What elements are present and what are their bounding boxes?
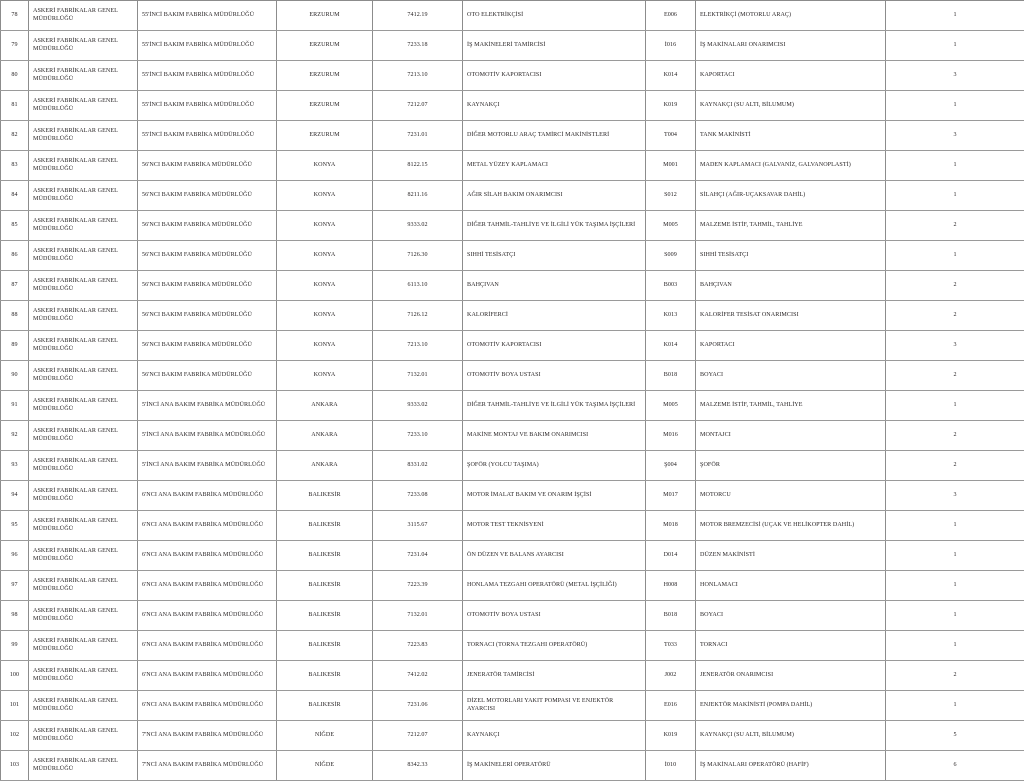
cell-code1: 7126.30 [373, 241, 463, 271]
cell-title: KAYNAKÇI (SU ALTI, BİLUMUM) [696, 91, 886, 121]
cell-code2: J002 [646, 661, 696, 691]
table-row [1, 301, 1024, 331]
cell-institution: ASKERİ FABRİKALAR GENEL MÜDÜRLÜĞÜ [29, 331, 138, 361]
cell-occupation: İŞ MAKİNELERİ OPERATÖRÜ [463, 751, 646, 781]
table-row [1, 181, 1024, 211]
cell-city: KONYA [277, 301, 373, 331]
cell-no: 83 [1, 151, 29, 181]
table-row [1, 751, 1024, 781]
cell-no: 82 [1, 121, 29, 151]
cell-code2: K019 [646, 91, 696, 121]
cell-code2: M005 [646, 211, 696, 241]
cell-no: 79 [1, 31, 29, 61]
cell-code2: E016 [646, 691, 696, 721]
cell-occupation: MAKİNE MONTAJ VE BAKIM ONARIMCISI [463, 421, 646, 451]
cell-city: BALIKESİR [277, 571, 373, 601]
cell-code2: K019 [646, 721, 696, 751]
cell-city: BALIKESİR [277, 511, 373, 541]
cell-count: 2 [886, 361, 1024, 391]
cell-no: 96 [1, 541, 29, 571]
cell-title: KAYNAKÇI (SU ALTI, BİLUMUM) [696, 721, 886, 751]
cell-code2: T004 [646, 121, 696, 151]
cell-title: BOYACI [696, 601, 886, 631]
cell-code1: 7412.02 [373, 661, 463, 691]
cell-count: 1 [886, 601, 1024, 631]
cell-count: 2 [886, 211, 1024, 241]
cell-code2: İ010 [646, 751, 696, 781]
cell-unit: 55'İNCİ BAKIM FABRİKA MÜDÜRLÜĞÜ [138, 91, 277, 121]
cell-city: KONYA [277, 151, 373, 181]
cell-count: 1 [886, 91, 1024, 121]
cell-title: ENJEKTÖR MAKİNİSTİ (POMPA DAHİL) [696, 691, 886, 721]
cell-institution: ASKERİ FABRİKALAR GENEL MÜDÜRLÜĞÜ [29, 91, 138, 121]
cell-city: KONYA [277, 211, 373, 241]
table-row [1, 691, 1024, 721]
cell-city: BALIKESİR [277, 661, 373, 691]
cell-institution: ASKERİ FABRİKALAR GENEL MÜDÜRLÜĞÜ [29, 391, 138, 421]
cell-count: 1 [886, 241, 1024, 271]
cell-no: 88 [1, 301, 29, 331]
cell-count: 1 [886, 391, 1024, 421]
cell-no: 98 [1, 601, 29, 631]
cell-unit: 56'NCI BAKIM FABRİKA MÜDÜRLÜĞÜ [138, 181, 277, 211]
cell-code1: 7231.01 [373, 121, 463, 151]
table-row [1, 721, 1024, 751]
table-row [1, 571, 1024, 601]
cell-no: 101 [1, 691, 29, 721]
cell-occupation: TORNACI (TORNA TEZGAHI OPERATÖRÜ) [463, 631, 646, 661]
cell-occupation: KAYNAKÇI [463, 721, 646, 751]
cell-no: 102 [1, 721, 29, 751]
cell-code2: M017 [646, 481, 696, 511]
cell-unit: 6'NCI ANA BAKIM FABRİKA MÜDÜRLÜĞÜ [138, 601, 277, 631]
cell-count: 1 [886, 31, 1024, 61]
cell-code1: 8331.02 [373, 451, 463, 481]
cell-occupation: OTOMOTİV BOYA USTASI [463, 601, 646, 631]
cell-title: BAHÇIVAN [696, 271, 886, 301]
cell-occupation: DİĞER TAHMİL-TAHLİYE VE İLGİLİ YÜK TAŞIMA İŞÇİLERİ [463, 211, 646, 241]
cell-count: 2 [886, 421, 1024, 451]
cell-code1: 7213.10 [373, 61, 463, 91]
cell-count: 5 [886, 721, 1024, 751]
cell-title: ELEKTRİKÇİ (MOTORLU ARAÇ) [696, 1, 886, 31]
cell-no: 92 [1, 421, 29, 451]
cell-unit: 6'NCI ANA BAKIM FABRİKA MÜDÜRLÜĞÜ [138, 571, 277, 601]
cell-count: 1 [886, 151, 1024, 181]
cell-city: KONYA [277, 271, 373, 301]
cell-unit: 5'İNCİ ANA BAKIM FABRİKA MÜDÜRLÜĞÜ [138, 391, 277, 421]
cell-title: ŞOFÖR [696, 451, 886, 481]
cell-unit: 7'NCİ ANA BAKIM FABRİKA MÜDÜRLÜĞÜ [138, 721, 277, 751]
cell-count: 6 [886, 751, 1024, 781]
cell-unit: 55'İNCİ BAKIM FABRİKA MÜDÜRLÜĞÜ [138, 31, 277, 61]
cell-city: NİĞDE [277, 721, 373, 751]
cell-institution: ASKERİ FABRİKALAR GENEL MÜDÜRLÜĞÜ [29, 421, 138, 451]
cell-title: JENERATÖR ONARIMCISI [696, 661, 886, 691]
cell-institution: ASKERİ FABRİKALAR GENEL MÜDÜRLÜĞÜ [29, 511, 138, 541]
cell-title: TORNACI [696, 631, 886, 661]
cell-code2: B018 [646, 601, 696, 631]
cell-occupation: HONLAMA TEZGAHI OPERATÖRÜ (METAL İŞÇİLİĞİ) [463, 571, 646, 601]
cell-unit: 55'İNCİ BAKIM FABRİKA MÜDÜRLÜĞÜ [138, 121, 277, 151]
cell-code1: 7132.01 [373, 601, 463, 631]
cell-count: 2 [886, 661, 1024, 691]
cell-unit: 5'İNCİ ANA BAKIM FABRİKA MÜDÜRLÜĞÜ [138, 451, 277, 481]
cell-institution: ASKERİ FABRİKALAR GENEL MÜDÜRLÜĞÜ [29, 61, 138, 91]
cell-no: 99 [1, 631, 29, 661]
cell-city: ERZURUM [277, 1, 373, 31]
cell-code1: 7233.08 [373, 481, 463, 511]
cell-code2: M005 [646, 391, 696, 421]
cell-code2: İ016 [646, 31, 696, 61]
cell-code2: S012 [646, 181, 696, 211]
cell-code2: B003 [646, 271, 696, 301]
cell-unit: 56'NCI BAKIM FABRİKA MÜDÜRLÜĞÜ [138, 271, 277, 301]
cell-city: BALIKESİR [277, 631, 373, 661]
cell-institution: ASKERİ FABRİKALAR GENEL MÜDÜRLÜĞÜ [29, 121, 138, 151]
cell-count: 2 [886, 271, 1024, 301]
cell-code1: 7212.07 [373, 91, 463, 121]
cell-unit: 56'NCI BAKIM FABRİKA MÜDÜRLÜĞÜ [138, 301, 277, 331]
cell-occupation: OTOMOTİV KAPORTACISI [463, 331, 646, 361]
cell-institution: ASKERİ FABRİKALAR GENEL MÜDÜRLÜĞÜ [29, 451, 138, 481]
cell-city: ANKARA [277, 391, 373, 421]
cell-no: 97 [1, 571, 29, 601]
cell-title: KAPORTACI [696, 61, 886, 91]
table-row [1, 1, 1024, 31]
table-row [1, 421, 1024, 451]
cell-title: KALORİFER TESİSAT ONARIMCISI [696, 301, 886, 331]
cell-city: BALIKESİR [277, 541, 373, 571]
cell-no: 86 [1, 241, 29, 271]
table-row [1, 151, 1024, 181]
cell-code2: M018 [646, 511, 696, 541]
cell-occupation: OTOMOTİV KAPORTACISI [463, 61, 646, 91]
cell-institution: ASKERİ FABRİKALAR GENEL MÜDÜRLÜĞÜ [29, 31, 138, 61]
cell-unit: 6'NCI ANA BAKIM FABRİKA MÜDÜRLÜĞÜ [138, 691, 277, 721]
cell-institution: ASKERİ FABRİKALAR GENEL MÜDÜRLÜĞÜ [29, 1, 138, 31]
cell-institution: ASKERİ FABRİKALAR GENEL MÜDÜRLÜĞÜ [29, 481, 138, 511]
cell-count: 1 [886, 631, 1024, 661]
cell-code1: 8211.16 [373, 181, 463, 211]
cell-institution: ASKERİ FABRİKALAR GENEL MÜDÜRLÜĞÜ [29, 271, 138, 301]
cell-institution: ASKERİ FABRİKALAR GENEL MÜDÜRLÜĞÜ [29, 211, 138, 241]
table-row [1, 331, 1024, 361]
cell-no: 94 [1, 481, 29, 511]
cell-occupation: AĞIR SİLAH BAKIM ONARIMCISI [463, 181, 646, 211]
cell-code2: D014 [646, 541, 696, 571]
cell-count: 3 [886, 331, 1024, 361]
cell-occupation: DİZEL MOTORLARI YAKIT POMPASI VE ENJEKTÖR AYARCISI [463, 691, 646, 721]
cell-unit: 6'NCI ANA BAKIM FABRİKA MÜDÜRLÜĞÜ [138, 481, 277, 511]
cell-occupation: OTO ELEKTRİKÇİSİ [463, 1, 646, 31]
table-row [1, 241, 1024, 271]
cell-code1: 7412.19 [373, 1, 463, 31]
cell-unit: 6'NCI ANA BAKIM FABRİKA MÜDÜRLÜĞÜ [138, 511, 277, 541]
cell-institution: ASKERİ FABRİKALAR GENEL MÜDÜRLÜĞÜ [29, 301, 138, 331]
cell-count: 1 [886, 571, 1024, 601]
cell-no: 87 [1, 271, 29, 301]
cell-unit: 5'İNCİ ANA BAKIM FABRİKA MÜDÜRLÜĞÜ [138, 421, 277, 451]
cell-occupation: MOTOR İMALAT BAKIM VE ONARIM İŞÇİSİ [463, 481, 646, 511]
cell-count: 3 [886, 121, 1024, 151]
table-row [1, 91, 1024, 121]
cell-institution: ASKERİ FABRİKALAR GENEL MÜDÜRLÜĞÜ [29, 661, 138, 691]
cell-no: 84 [1, 181, 29, 211]
cell-unit: 56'NCI BAKIM FABRİKA MÜDÜRLÜĞÜ [138, 241, 277, 271]
cell-institution: ASKERİ FABRİKALAR GENEL MÜDÜRLÜĞÜ [29, 751, 138, 781]
cell-occupation: BAHÇIVAN [463, 271, 646, 301]
cell-no: 78 [1, 1, 29, 31]
cell-occupation: DİĞER MOTORLU ARAÇ TAMİRCİ MAKİNİSTLERİ [463, 121, 646, 151]
cell-title: MALZEME İSTİF, TAHMİL, TAHLİYE [696, 391, 886, 421]
cell-code2: K013 [646, 301, 696, 331]
cell-code2: K014 [646, 331, 696, 361]
cell-title: MONTAJCI [696, 421, 886, 451]
cell-title: TANK MAKİNİSTİ [696, 121, 886, 151]
cell-code1: 7126.12 [373, 301, 463, 331]
cell-code1: 7132.01 [373, 361, 463, 391]
cell-occupation: OTOMOTİV BOYA USTASI [463, 361, 646, 391]
cell-no: 90 [1, 361, 29, 391]
cell-code1: 7233.18 [373, 31, 463, 61]
cell-city: ERZURUM [277, 91, 373, 121]
cell-count: 1 [886, 541, 1024, 571]
cell-count: 2 [886, 451, 1024, 481]
cell-code2: M001 [646, 151, 696, 181]
table-row [1, 61, 1024, 91]
cell-occupation: SIHHİ TESİSATÇI [463, 241, 646, 271]
cell-code1: 9333.02 [373, 211, 463, 241]
cell-title: İŞ MAKİNALARI OPERATÖRÜ (HAFİF) [696, 751, 886, 781]
cell-city: ERZURUM [277, 31, 373, 61]
cell-title: SİLAHÇI (AĞIR-UÇAKSAVAR DAHİL) [696, 181, 886, 211]
cell-code1: 6113.10 [373, 271, 463, 301]
cell-code2: H008 [646, 571, 696, 601]
cell-count: 1 [886, 511, 1024, 541]
cell-city: ERZURUM [277, 121, 373, 151]
cell-institution: ASKERİ FABRİKALAR GENEL MÜDÜRLÜĞÜ [29, 631, 138, 661]
cell-unit: 56'NCI BAKIM FABRİKA MÜDÜRLÜĞÜ [138, 151, 277, 181]
cell-title: BOYACI [696, 361, 886, 391]
cell-count: 1 [886, 1, 1024, 31]
cell-city: NİĞDE [277, 751, 373, 781]
cell-unit: 55'İNCİ BAKIM FABRİKA MÜDÜRLÜĞÜ [138, 61, 277, 91]
cell-occupation: İŞ MAKİNELERİ TAMİRCİSİ [463, 31, 646, 61]
cell-code1: 9333.02 [373, 391, 463, 421]
cell-code1: 7223.39 [373, 571, 463, 601]
table-row [1, 451, 1024, 481]
cell-institution: ASKERİ FABRİKALAR GENEL MÜDÜRLÜĞÜ [29, 721, 138, 751]
cell-no: 95 [1, 511, 29, 541]
cell-no: 81 [1, 91, 29, 121]
cell-occupation: DİĞER TAHMİL-TAHLİYE VE İLGİLİ YÜK TAŞIMA İŞÇİLERİ [463, 391, 646, 421]
cell-count: 1 [886, 691, 1024, 721]
cell-count: 3 [886, 481, 1024, 511]
cell-code2: M016 [646, 421, 696, 451]
cell-city: ANKARA [277, 421, 373, 451]
cell-city: BALIKESİR [277, 601, 373, 631]
cell-unit: 56'NCI BAKIM FABRİKA MÜDÜRLÜĞÜ [138, 331, 277, 361]
table-row [1, 601, 1024, 631]
cell-occupation: MOTOR TEST TEKNİSYENİ [463, 511, 646, 541]
cell-title: HONLAMACI [696, 571, 886, 601]
table-row [1, 391, 1024, 421]
cell-no: 80 [1, 61, 29, 91]
table-row [1, 631, 1024, 661]
cell-occupation: ÖN DÜZEN VE BALANS AYARCISI [463, 541, 646, 571]
cell-city: BALIKESİR [277, 481, 373, 511]
table-row [1, 361, 1024, 391]
cell-code2: S009 [646, 241, 696, 271]
cell-no: 100 [1, 661, 29, 691]
cell-title: İŞ MAKİNALARI ONARIMCISI [696, 31, 886, 61]
cell-institution: ASKERİ FABRİKALAR GENEL MÜDÜRLÜĞÜ [29, 151, 138, 181]
cell-city: KONYA [277, 241, 373, 271]
cell-unit: 6'NCI ANA BAKIM FABRİKA MÜDÜRLÜĞÜ [138, 631, 277, 661]
cell-title: MADEN KAPLAMACI (GALVANİZ, GALVANOPLASTİ) [696, 151, 886, 181]
cell-code1: 3115.67 [373, 511, 463, 541]
table-row [1, 541, 1024, 571]
cell-title: MOTOR BREMZECİSİ (UÇAK VE HELİKOPTER DAHİL) [696, 511, 886, 541]
cell-institution: ASKERİ FABRİKALAR GENEL MÜDÜRLÜĞÜ [29, 571, 138, 601]
table-row [1, 271, 1024, 301]
table-body [1, 1, 1024, 781]
cell-count: 3 [886, 61, 1024, 91]
table-row [1, 511, 1024, 541]
cell-city: BALIKESİR [277, 691, 373, 721]
cell-count: 2 [886, 301, 1024, 331]
cell-institution: ASKERİ FABRİKALAR GENEL MÜDÜRLÜĞÜ [29, 361, 138, 391]
cell-code1: 7233.10 [373, 421, 463, 451]
cell-no: 91 [1, 391, 29, 421]
cell-unit: 56'NCI BAKIM FABRİKA MÜDÜRLÜĞÜ [138, 211, 277, 241]
cell-code2: K014 [646, 61, 696, 91]
cell-no: 93 [1, 451, 29, 481]
cell-city: ANKARA [277, 451, 373, 481]
cell-unit: 55'İNCİ BAKIM FABRİKA MÜDÜRLÜĞÜ [138, 1, 277, 31]
cell-no: 103 [1, 751, 29, 781]
cell-code1: 8342.33 [373, 751, 463, 781]
cell-unit: 56'NCI BAKIM FABRİKA MÜDÜRLÜĞÜ [138, 361, 277, 391]
cell-code1: 7212.07 [373, 721, 463, 751]
cell-occupation: JENERATÖR TAMİRCİSİ [463, 661, 646, 691]
table-row [1, 31, 1024, 61]
cell-city: KONYA [277, 331, 373, 361]
cell-title: MOTORCU [696, 481, 886, 511]
cell-code1: 7213.10 [373, 331, 463, 361]
table-row [1, 661, 1024, 691]
cell-institution: ASKERİ FABRİKALAR GENEL MÜDÜRLÜĞÜ [29, 691, 138, 721]
cell-count: 1 [886, 181, 1024, 211]
cell-institution: ASKERİ FABRİKALAR GENEL MÜDÜRLÜĞÜ [29, 601, 138, 631]
cell-code1: 7223.83 [373, 631, 463, 661]
cell-occupation: ŞOFÖR (YOLCU TAŞIMA) [463, 451, 646, 481]
cell-title: KAPORTACI [696, 331, 886, 361]
cell-code2: B018 [646, 361, 696, 391]
cell-no: 89 [1, 331, 29, 361]
cell-code2: E006 [646, 1, 696, 31]
cell-code1: 8122.15 [373, 151, 463, 181]
table-row [1, 211, 1024, 241]
cell-city: KONYA [277, 361, 373, 391]
table-row [1, 481, 1024, 511]
cell-city: ERZURUM [277, 61, 373, 91]
cell-unit: 7'NCİ ANA BAKIM FABRİKA MÜDÜRLÜĞÜ [138, 751, 277, 781]
cell-institution: ASKERİ FABRİKALAR GENEL MÜDÜRLÜĞÜ [29, 241, 138, 271]
cell-code2: Ş004 [646, 451, 696, 481]
cell-occupation: KAYNAKÇI [463, 91, 646, 121]
cell-title: MALZEME İSTİF, TAHMİL, TAHLİYE [696, 211, 886, 241]
cell-title: SIHHİ TESİSATÇI [696, 241, 886, 271]
cell-occupation: METAL YÜZEY KAPLAMACI [463, 151, 646, 181]
cell-no: 85 [1, 211, 29, 241]
cell-occupation: KALORİFERCİ [463, 301, 646, 331]
cell-code2: T033 [646, 631, 696, 661]
table-row [1, 121, 1024, 151]
cell-code1: 7231.06 [373, 691, 463, 721]
cell-unit: 6'NCI ANA BAKIM FABRİKA MÜDÜRLÜĞÜ [138, 541, 277, 571]
cell-code1: 7231.04 [373, 541, 463, 571]
cell-title: DÜZEN MAKİNİSTİ [696, 541, 886, 571]
cell-institution: ASKERİ FABRİKALAR GENEL MÜDÜRLÜĞÜ [29, 181, 138, 211]
cell-institution: ASKERİ FABRİKALAR GENEL MÜDÜRLÜĞÜ [29, 541, 138, 571]
cell-unit: 6'NCI ANA BAKIM FABRİKA MÜDÜRLÜĞÜ [138, 661, 277, 691]
cell-city: KONYA [277, 181, 373, 211]
